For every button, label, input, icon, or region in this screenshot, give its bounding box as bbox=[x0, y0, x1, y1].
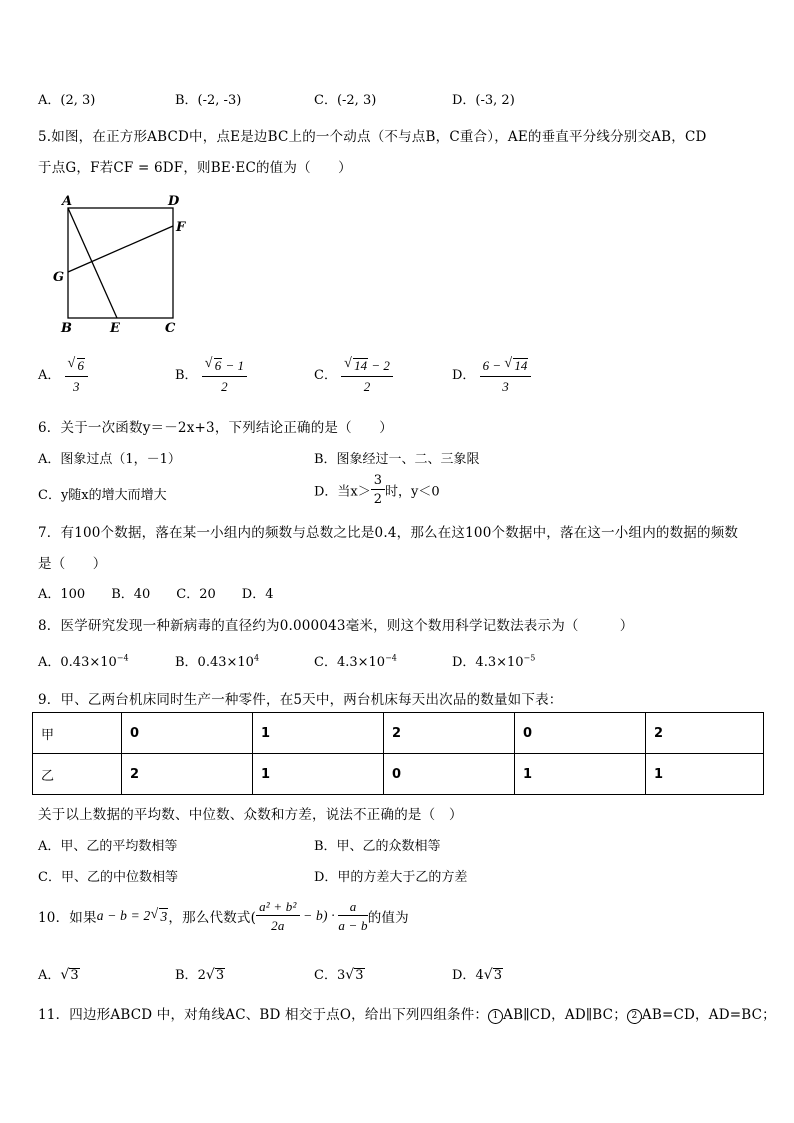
q9-option-d: D．甲的方差大于乙的方差 bbox=[314, 870, 468, 885]
table-cell: 2 bbox=[384, 713, 515, 754]
q5-square-figure bbox=[50, 190, 200, 338]
q5-option-b: B． √ 6 − 1 2 bbox=[175, 358, 247, 393]
q6-option-c: C．y随x的增大而增大 bbox=[38, 488, 167, 503]
table-row bbox=[33, 713, 764, 754]
table-row bbox=[33, 754, 764, 795]
table-cell: 乙 bbox=[33, 754, 122, 795]
fraction: $\frac{\text{a² + b²}}{2a}$ bbox=[256, 900, 299, 932]
table-cell: 甲 bbox=[33, 713, 122, 754]
q10-option-d: D．4 √ 3 bbox=[452, 967, 502, 983]
q9-stem: 9．甲、乙两台机床同时生产一种零件，在5天中，两台机床每天出次品的数量如下表： bbox=[38, 692, 563, 708]
q6-option-d: D．当x＞ $\frac{3}{2}$ 时，y＜0 bbox=[314, 473, 440, 507]
fraction: √ 14 − 2 2 bbox=[341, 358, 393, 393]
circled-number-2: 2 bbox=[627, 1009, 642, 1024]
fraction: √ 6 3 bbox=[65, 358, 89, 393]
q9-option-b: B．甲、乙的众数相等 bbox=[314, 839, 441, 854]
q5-option-d: D． 6 − √ 14 3 bbox=[452, 358, 531, 393]
segment-ae bbox=[68, 208, 117, 318]
q5-option-c: C． √ 14 − 2 2 bbox=[314, 358, 393, 393]
q8-option-b: B．$0.43\times 10^4$ bbox=[175, 653, 260, 670]
label-c: C bbox=[165, 321, 176, 336]
q5-stem-line2: 于点G，F若CF = 6DF，则BE·EC的值为（ ） bbox=[38, 160, 352, 176]
table-cell: 1 bbox=[253, 713, 384, 754]
fraction: $\frac{a}{a - b}$ bbox=[338, 899, 368, 933]
q9-option-c: C．甲、乙的中位数相等 bbox=[38, 870, 178, 885]
q11-stem: 11．四边形ABCD 中，对角线AC、BD 相交于点O，给出下列四组条件： 1 AB∥CD，AD∥BC； 2 AB=CD，AD=BC； bbox=[38, 1007, 776, 1023]
q8-stem: 8．医学研究发现一种新病毒的直径约为0.000043毫米，则这个数用科学记数法表示为（ ） bbox=[38, 618, 634, 634]
q7-options: A．100 B．40 C．20 D．4 bbox=[38, 587, 274, 602]
q6-option-a: A．图象过点（1，－1） bbox=[38, 452, 181, 467]
q7-stem-line1: 7．有100个数据，落在某一小组内的频数与总数之比是0.4，那么在这100个数据中，落在这一小组内的数据的频数 bbox=[38, 525, 739, 541]
q6-option-b: B．图象经过一、二、三象限 bbox=[314, 452, 480, 467]
label-g: G bbox=[53, 270, 65, 285]
label-e: E bbox=[110, 321, 120, 336]
q4-option-b: B．(-2, -3) bbox=[175, 93, 242, 108]
circled-number-1: 1 bbox=[488, 1009, 503, 1024]
label-b: B bbox=[61, 321, 72, 336]
q8-option-d: D．$4.3\times 10^{-5}$ bbox=[452, 653, 536, 670]
q10-stem: 10．如果a − b = 2 √ 3，那么代数式( $\frac{\text{a² + b²}}{2a}$ − b) · $\frac{a}{a - b}$ 的值为 bbox=[38, 899, 409, 933]
q8-option-c: C．$4.3\times 10^{-4}$ bbox=[314, 653, 397, 670]
q10-option-a: A． √ 3 bbox=[38, 967, 79, 983]
fraction: $\frac{3}{2}$ bbox=[371, 474, 385, 506]
label-a: A bbox=[62, 194, 73, 209]
q10-option-c: C．3 √ 3 bbox=[314, 967, 364, 983]
q9-question: 关于以上数据的平均数、中位数、众数和方差，说法不正确的是（ ） bbox=[38, 807, 463, 823]
q9-option-a: A．甲、乙的平均数相等 bbox=[38, 839, 178, 854]
table-cell: 1 bbox=[646, 754, 764, 795]
fraction: 6 − √ 14 3 bbox=[480, 358, 532, 393]
square-abcd bbox=[68, 208, 173, 318]
q7-stem-line2: 是（ ） bbox=[38, 556, 107, 572]
table-cell: 0 bbox=[122, 713, 253, 754]
fraction: √ 6 − 1 2 bbox=[202, 358, 247, 393]
q4-option-a: A．(2, 3) bbox=[38, 93, 96, 108]
q5-option-a: A． √ 6 3 bbox=[38, 358, 88, 393]
table-cell: 0 bbox=[384, 754, 515, 795]
segment-gf bbox=[68, 226, 173, 272]
q6-stem: 6．关于一次函数y＝－2x+3，下列结论正确的是（ ） bbox=[38, 420, 393, 436]
q5-stem-line1: 5.如图，在正方形ABCD中，点E是边BC上的一个动点（不与点B，C重合），AE的垂直平分线分别交AB，CD bbox=[38, 129, 707, 145]
q8-option-a: A．$0.43\times 10^{-4}$ bbox=[38, 653, 129, 670]
table-cell: 0 bbox=[515, 713, 646, 754]
table-cell: 1 bbox=[253, 754, 384, 795]
q4-option-c: C．(-2, 3) bbox=[314, 93, 377, 108]
q10-option-b: B．2 √ 3 bbox=[175, 967, 225, 983]
table-cell: 1 bbox=[515, 754, 646, 795]
label-d: D bbox=[168, 194, 180, 209]
q9-defects-table bbox=[32, 712, 764, 795]
table-cell: 2 bbox=[646, 713, 764, 754]
label-f: F bbox=[176, 220, 186, 235]
table-cell: 2 bbox=[122, 754, 253, 795]
q4-option-d: D．(-3, 2) bbox=[452, 93, 515, 108]
sqrt: √ 3 bbox=[150, 906, 168, 924]
